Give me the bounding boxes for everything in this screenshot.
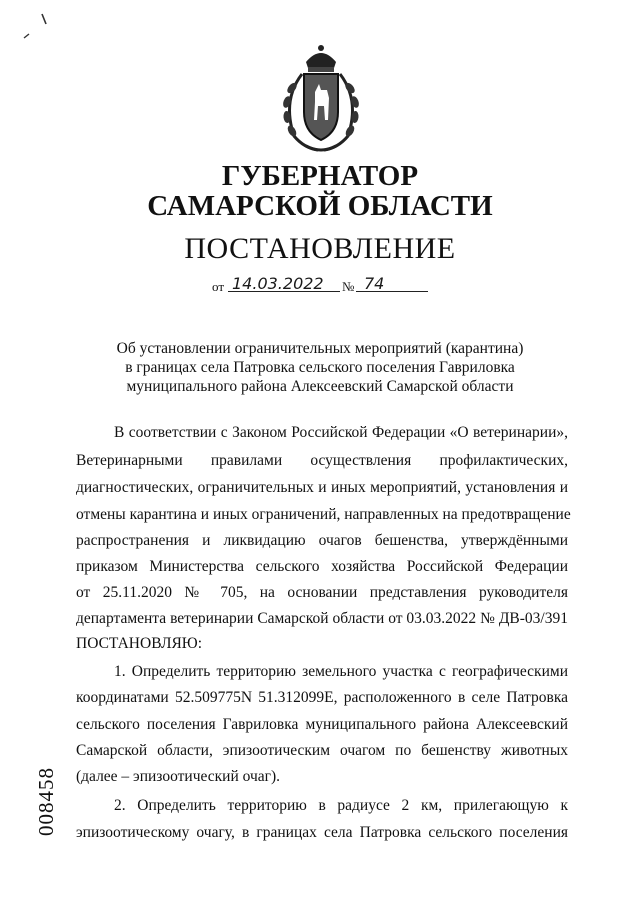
issuer-title: ГУБЕРНАТОР [221, 160, 419, 192]
number-label: № [342, 279, 355, 294]
body-line: отмены карантина и иных ограничений, направленных на предотвращение [76, 506, 571, 523]
body-line: Ветеринарными правилами осуществления профилактических, [76, 452, 568, 469]
body-line: диагностических, ограничительных и иных мероприятий, установления и [76, 479, 568, 496]
body-line: Самарской области, эпизоотическим очагом по бешенству животных [76, 742, 568, 759]
pen-mark-icon [12, 8, 52, 48]
body-line: (далее – эпизоотический очаг). [76, 768, 281, 785]
body-line: сельского поселения Гавриловка муниципального района Алексеевский [76, 716, 568, 733]
body-line: 1. Определить территорию земельного участка с географическими [114, 663, 568, 680]
coat-of-arms-icon [272, 40, 370, 156]
body-line: департамента ветеринарии Самарской области от 03.03.2022 № ДВ-03/391 [76, 610, 568, 627]
document-type: ПОСТАНОВЛЕНИЕ [184, 232, 456, 265]
issuer-region: САМАРСКОЙ ОБЛАСТИ [147, 190, 493, 222]
document-number: 74 [364, 274, 385, 293]
date-label: от [212, 279, 225, 294]
resolution-word: ПОСТАНОВЛЯЮ: [76, 635, 203, 652]
subject-line: в границах села Патровка сельского поселения Гавриловка [125, 359, 515, 376]
side-serial-number: 008458 [34, 767, 58, 836]
subject-line: Об установлении ограничительных мероприятий (карантина) [116, 340, 524, 357]
body-line: В соответствии с Законом Российской Федерации «О ветеринарии», [114, 424, 568, 441]
document-date: 14.03.2022 [232, 274, 324, 293]
body-line: распространения и ликвидацию очагов бешенства, утверждёнными [76, 532, 568, 549]
date-number-line [212, 274, 442, 296]
subject-line: муниципального района Алексеевский Самарской области [126, 378, 514, 395]
body-line: эпизоотическому очагу, в границах села Патровка сельского поселения [76, 824, 568, 841]
body-line: приказом Министерства сельского хозяйства Российской Федерации [76, 558, 568, 575]
document-subject [70, 339, 570, 396]
body-line: координатами 52.509775N 51.312099E, расположенного в селе Патровка [76, 689, 568, 706]
body-line: 2. Определить территорию в радиусе 2 км, прилегающую к [114, 797, 568, 814]
body-line: от 25.11.2020 № 705, на основании представления руководителя [76, 584, 568, 601]
